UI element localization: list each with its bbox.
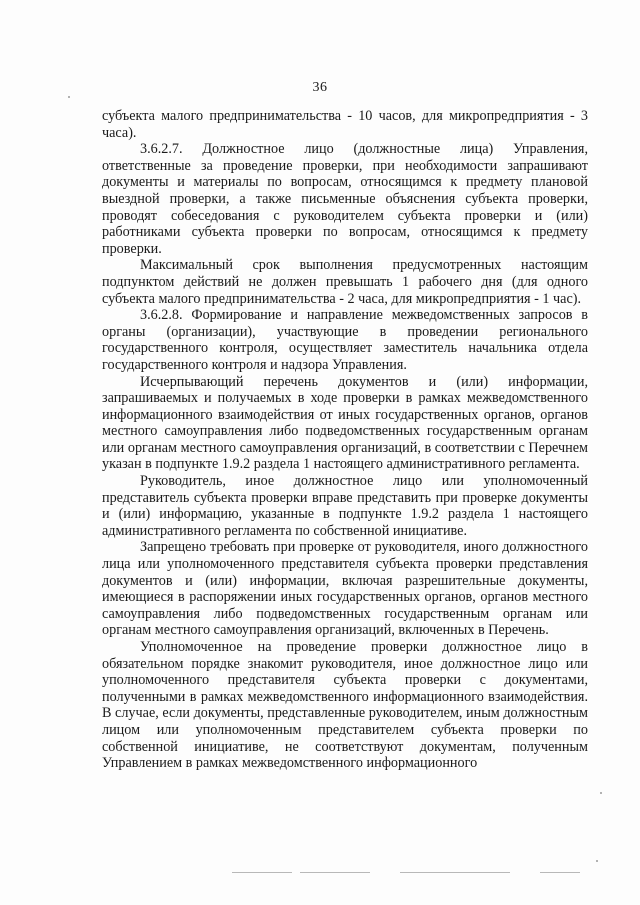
scan-speck [596,860,598,862]
paragraph-documents-list: Исчерпывающий перечень документов и (или) информации, запрашиваемых и получаемых в ходе проверки в рамках межведомственного информационного взаимодействия от иных государственных органов, органов местного самоуправления либо подведомственных государственным органам или органам местного самоуправления организаций, в соответствии с Перечнем указан в подпункте 1.9.2 раздела 1 настоящего административного регламента. [102,373,588,473]
scan-edge-line [232,872,292,873]
scan-edge-line [300,872,370,873]
paragraph-max-term: Максимальный срок выполнения предусмотренных настоящим подпунктом действий не должен превышать 1 рабочего дня (для одного субъекта малого предпринимательства - 2 часа, для микропредприятия - 1 час). [102,257,588,307]
paragraph-3-6-2-7: 3.6.2.7. Должностное лицо (должностные лица) Управления, ответственные за проведение проверки, при необходимости запрашивают документы и материалы по вопросам, относящимся к предмету плановой выездной проверки, а также письменные объяснения субъекта проверки, проводят собеседования с руководителем субъекта проверки и (или) работниками субъекта проверки по вопросам, относящимся к предмету проверки. [102,141,588,257]
scan-edge-line [540,872,580,873]
scan-speck [68,96,70,98]
scan-edge-line [400,872,510,873]
paragraph-prohibition: Запрещено требовать при проверке от руководителя, иного должностного лица или уполномоченного представителя субъекта проверки представления документов и (или) информации, включая разрешительные документы, имеющиеся в распоряжении иных государственных органов, органов местного самоуправления либо подведомственных государственным органам или органам местного самоуправления организаций, включенных в Перечень. [102,539,588,639]
document-body [102,108,588,772]
page-number: 36 [312,80,328,95]
paragraph-own-initiative: Руководитель, иное должностное лицо или уполномоченный представитель субъекта проверки вправе представить при проверке документы и (или) информацию, указанные в подпункте 1.9.2 раздела 1 настоящего административного регламента по собственной инициативе. [102,473,588,539]
paragraph-3-6-2-8: 3.6.2.8. Формирование и направление межведомственных запросов в органы (организации), участвующие в проведении регионального государственного контроля, осуществляет заместитель начальника отдела государственного контроля и надзора Управления. [102,307,588,373]
paragraph-continuation: субъекта малого предпринимательства - 10 часов, для микропредприятия - 3 часа). [102,108,588,141]
paragraph-familiarization: Уполномоченное на проведение проверки должностное лицо в обязательном порядке знакомит руководителя, иное должностное лицо или уполномоченного представителя субъекта проверки с документами, полученными в рамках межведомственного информационного взаимодействия. В случае, если документы, представленные руководителем, иным должностным лицом или уполномоченным представителем субъекта проверки по собственной инициативе, не соответствуют документам, полученным Управлением в рамках межведомственного информационного [102,639,588,772]
scan-speck [600,792,602,794]
